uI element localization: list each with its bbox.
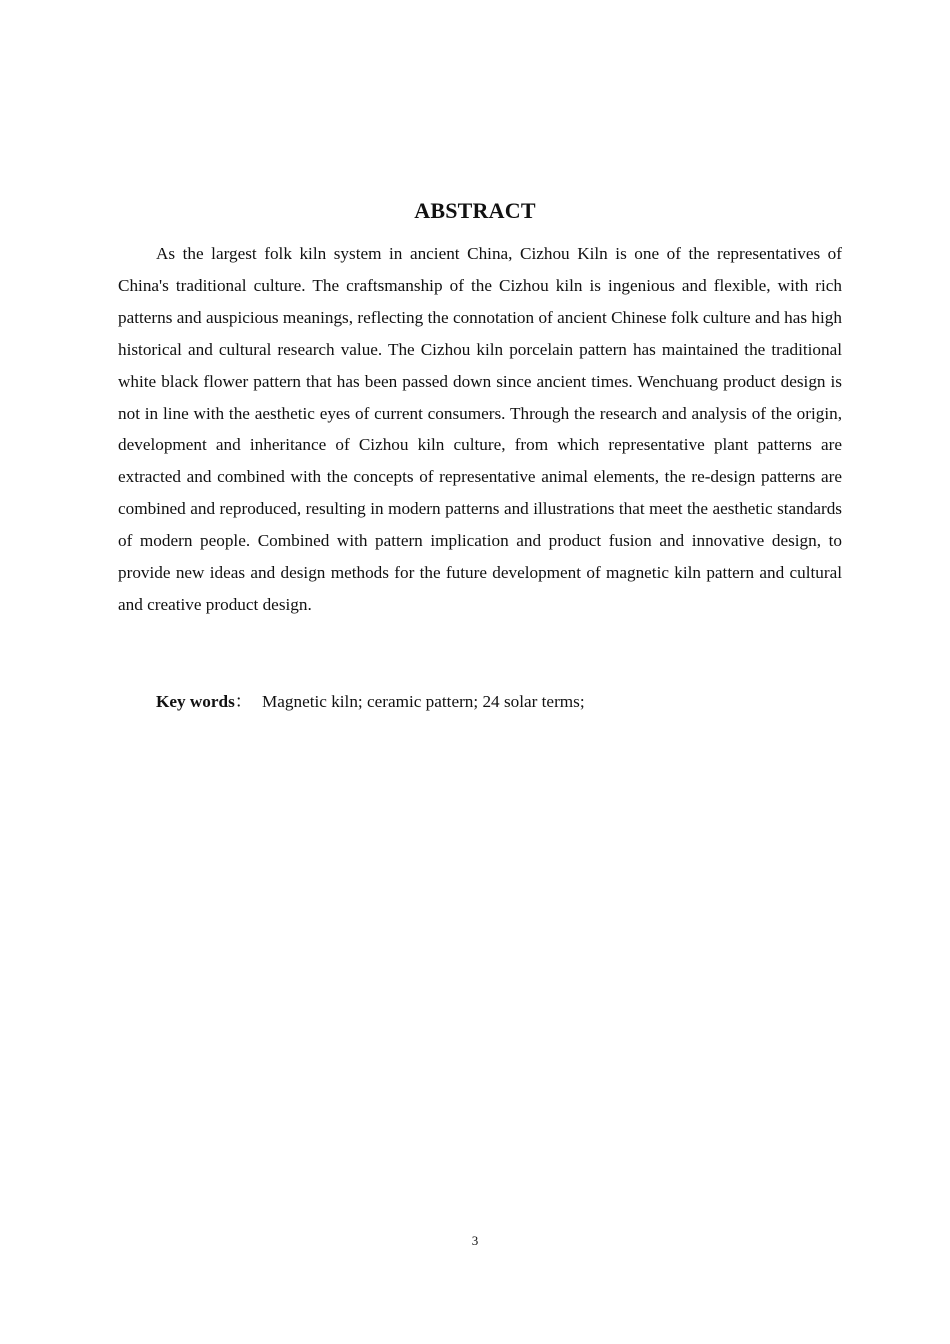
keywords-line xyxy=(156,686,842,718)
abstract-paragraph: As the largest folk kiln system in ancient China, Cizhou Kiln is one of the representatives of China's traditional culture. The craftsmanship of the Cizhou kiln is ingenious and flexible, with rich patterns and auspicious meanings, reflecting the connotation of ancient Chinese folk culture and has high historical and cultural research value. The Cizhou kiln porcelain pattern has maintained the traditional white black flower pattern that has been passed down since ancient times. Wenchuang product design is not in line with the aesthetic eyes of current consumers. Through the research and analysis of the origin, development and inheritance of Cizhou kiln culture, from which representative plant patterns are extracted and combined with the concepts of representative animal elements, the re-design patterns are combined and reproduced, resulting in modern patterns and illustrations that meet the aesthetic standards of modern people. Combined with pattern implication and product fusion and innovative design, to provide new ideas and design methods for the future development of magnetic kiln pattern and cultural and creative product design. xyxy=(118,244,842,614)
keywords-label: Key words xyxy=(156,692,235,711)
page-title: ABSTRACT xyxy=(414,198,536,223)
keywords-value: Magnetic kiln; ceramic pattern; 24 solar terms; xyxy=(261,692,585,711)
page-number: 3 xyxy=(471,1233,479,1248)
keywords-separator: ： xyxy=(234,692,252,711)
